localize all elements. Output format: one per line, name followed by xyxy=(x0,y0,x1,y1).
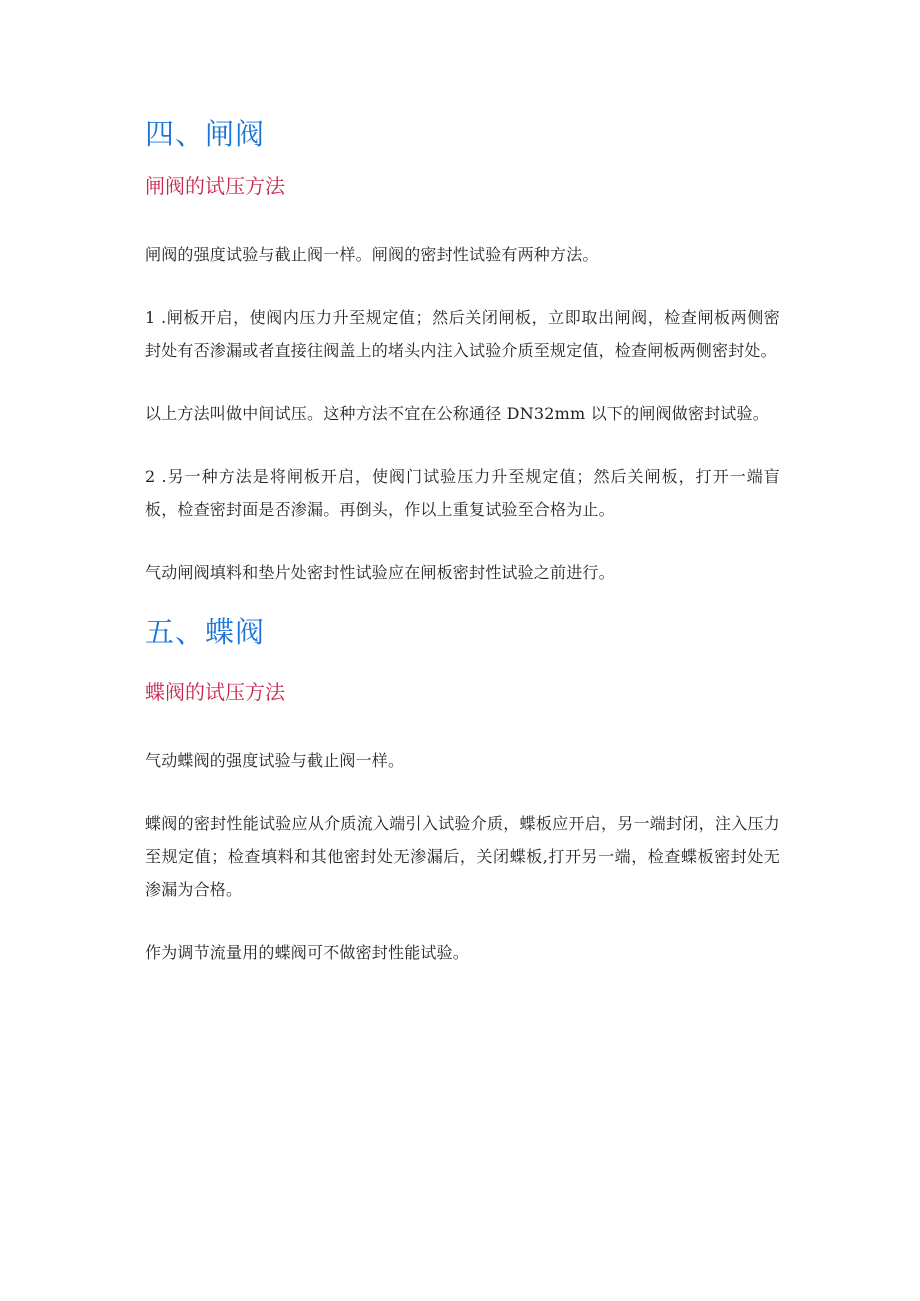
paragraph: 蝶阀的密封性能试验应从介质流入端引入试验介质，蝶板应开启，另一端封闭，注入压力至规定值；检查填料和其他密封处无渗漏后，关闭蝶板,打开另一端，检查蝶板密封处无渗漏为合格。 xyxy=(145,814,780,899)
paragraph: 2 .另一种方法是将闸板开启，使阀门试验压力升至规定值；然后关闸板，打开一端盲板，检查密封面是否渗漏。再倒头，作以上重复试验至合格为止。 xyxy=(145,467,780,519)
section-subtitle-butterfly-valve: 蝶阀的试压方法 xyxy=(145,680,285,704)
paragraph: 气动蝶阀的强度试验与截止阀一样。 xyxy=(145,751,405,770)
paragraph: 以上方法叫做中间试压。这种方法不宜在公称通径 DN32mm 以下的闸阀做密封试验。 xyxy=(145,404,769,423)
paragraph: 1 .闸板开启，使阀内压力升至规定值；然后关闭闸板，立即取出闸阀，检查闸板两侧密封处有否渗漏或者直接往阀盖上的堵头内注入试验介质至规定值，检查闸板两侧密封处。 xyxy=(145,308,780,360)
section-subtitle-gate-valve: 闸阀的试压方法 xyxy=(145,174,285,198)
section-title-butterfly-valve: 五、蝶阀 xyxy=(145,615,266,649)
paragraph: 闸阀的强度试验与截止阀一样。闸阀的密封性试验有两种方法。 xyxy=(145,245,599,264)
paragraph: 作为调节流量用的蝶阀可不做密封性能试验。 xyxy=(145,943,470,962)
paragraph: 气动闸阀填料和垫片处密封性试验应在闸板密封性试验之前进行。 xyxy=(145,563,615,582)
section-title-gate-valve: 四、闸阀 xyxy=(145,117,266,151)
